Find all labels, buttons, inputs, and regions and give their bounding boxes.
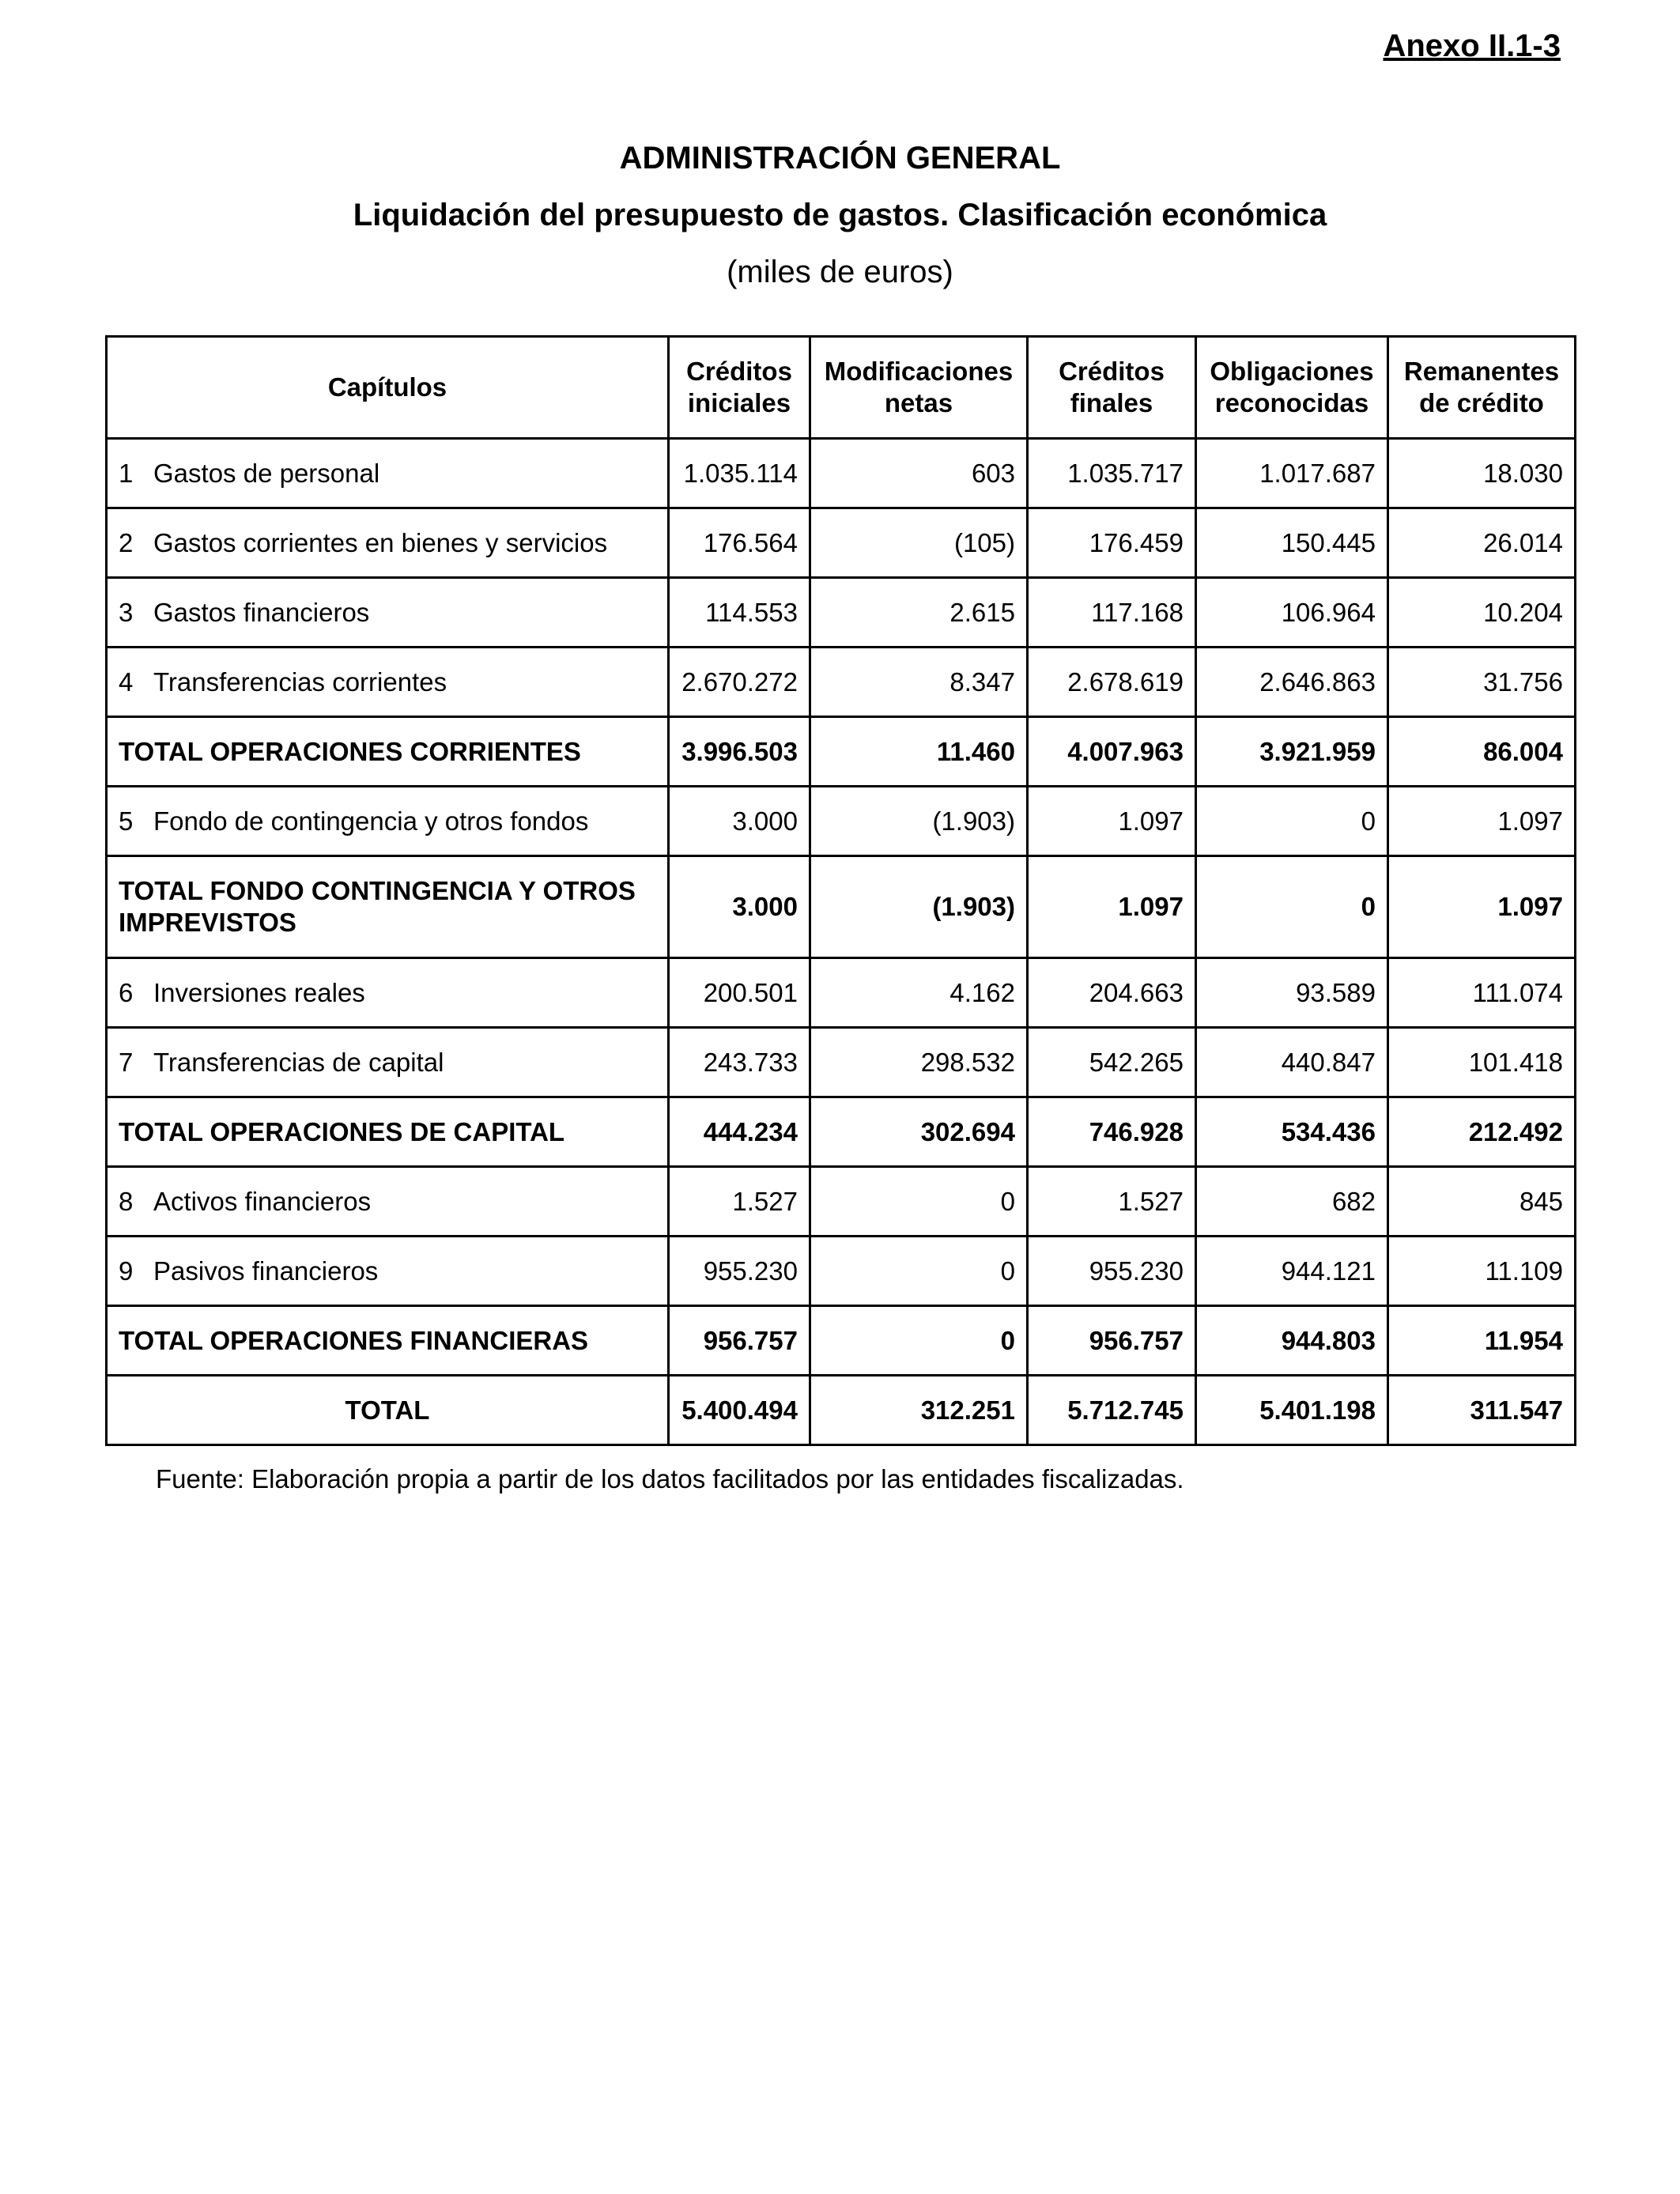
cell-modificaciones-netas: (1.903) <box>810 787 1028 856</box>
cell-remanentes-credito: 18.030 <box>1388 439 1576 508</box>
row-label <box>107 1167 669 1237</box>
cell-modificaciones-netas: 298.532 <box>810 1028 1028 1097</box>
table-row <box>107 958 1576 1028</box>
cell-creditos-iniciales: 114.553 <box>669 578 810 648</box>
cell-remanentes-credito: 26.014 <box>1388 508 1576 578</box>
page-subtitle: Liquidación del presupuesto de gastos. Clasificación económica <box>353 198 1327 232</box>
chapter-name: Inversiones reales <box>153 977 365 1007</box>
cell-creditos-finales: 1.097 <box>1028 856 1196 958</box>
total-label: TOTAL OPERACIONES FINANCIERAS <box>107 1306 669 1376</box>
cell-creditos-iniciales: 3.000 <box>669 856 810 958</box>
chapter-number: 5 <box>119 806 134 836</box>
chapter-number: 7 <box>119 1047 134 1077</box>
header-capitulos: Capítulos <box>107 337 669 439</box>
header-remanentes-credito: Remanentes de crédito <box>1388 337 1576 439</box>
row-label <box>107 958 669 1028</box>
cell-modificaciones-netas: 0 <box>810 1167 1028 1237</box>
cell-creditos-iniciales: 3.000 <box>669 787 810 856</box>
row-label <box>107 1237 669 1306</box>
cell-obligaciones-reconocidas: 0 <box>1196 856 1388 958</box>
header-obligaciones-reconocidas: Obligaciones reconocidas <box>1196 337 1388 439</box>
cell-obligaciones-reconocidas: 944.803 <box>1196 1306 1388 1376</box>
cell-obligaciones-reconocidas: 93.589 <box>1196 958 1388 1028</box>
cell-creditos-iniciales: 956.757 <box>669 1306 810 1376</box>
cell-remanentes-credito: 11.109 <box>1388 1237 1576 1306</box>
cell-modificaciones-netas: 0 <box>810 1306 1028 1376</box>
chapter-number: 2 <box>119 527 134 557</box>
grand-total-row <box>107 1376 1576 1445</box>
cell-obligaciones-reconocidas: 1.017.687 <box>1196 439 1388 508</box>
cell-creditos-finales: 746.928 <box>1028 1097 1196 1167</box>
table-row <box>107 1237 1576 1306</box>
cell-creditos-iniciales: 955.230 <box>669 1237 810 1306</box>
row-label <box>107 508 669 578</box>
cell-obligaciones-reconocidas: 150.445 <box>1196 508 1388 578</box>
chapter-name: Gastos financieros <box>153 597 370 627</box>
cell-remanentes-credito: 311.547 <box>1388 1376 1576 1445</box>
cell-remanentes-credito: 86.004 <box>1388 717 1576 787</box>
row-label <box>107 1028 669 1097</box>
cell-modificaciones-netas: (1.903) <box>810 856 1028 958</box>
cell-creditos-finales: 4.007.963 <box>1028 717 1196 787</box>
cell-modificaciones-netas: 0 <box>810 1237 1028 1306</box>
chapter-name: Gastos corrientes en bienes y servicios <box>153 527 608 557</box>
chapter-number: 9 <box>119 1256 134 1286</box>
chapter-number: 3 <box>119 597 134 627</box>
table-row <box>107 1167 1576 1237</box>
chapter-number: 6 <box>119 977 134 1007</box>
cell-obligaciones-reconocidas: 682 <box>1196 1167 1388 1237</box>
table-row <box>107 648 1576 717</box>
table-header-row <box>107 337 1576 439</box>
cell-creditos-finales: 204.663 <box>1028 958 1196 1028</box>
cell-modificaciones-netas: 2.615 <box>810 578 1028 648</box>
cell-modificaciones-netas: (105) <box>810 508 1028 578</box>
row-label <box>107 578 669 648</box>
cell-obligaciones-reconocidas: 106.964 <box>1196 578 1388 648</box>
units-note: (miles de euros) <box>727 255 953 289</box>
cell-creditos-iniciales: 1.035.114 <box>669 439 810 508</box>
cell-remanentes-credito: 1.097 <box>1388 787 1576 856</box>
cell-obligaciones-reconocidas: 3.921.959 <box>1196 717 1388 787</box>
cell-obligaciones-reconocidas: 0 <box>1196 787 1388 856</box>
cell-creditos-iniciales: 5.400.494 <box>669 1376 810 1445</box>
cell-remanentes-credito: 845 <box>1388 1167 1576 1237</box>
cell-remanentes-credito: 10.204 <box>1388 578 1576 648</box>
cell-modificaciones-netas: 11.460 <box>810 717 1028 787</box>
cell-creditos-finales: 542.265 <box>1028 1028 1196 1097</box>
cell-creditos-iniciales: 3.996.503 <box>669 717 810 787</box>
total-row-operaciones-financieras <box>107 1306 1576 1376</box>
header-creditos-finales: Créditos finales <box>1028 337 1196 439</box>
chapter-name: Activos financieros <box>153 1186 372 1216</box>
total-row-fondo-contingencia <box>107 856 1576 958</box>
table-row <box>107 439 1576 508</box>
row-label <box>107 439 669 508</box>
cell-modificaciones-netas: 4.162 <box>810 958 1028 1028</box>
chapter-name: Pasivos financieros <box>153 1256 379 1286</box>
cell-remanentes-credito: 212.492 <box>1388 1097 1576 1167</box>
cell-remanentes-credito: 111.074 <box>1388 958 1576 1028</box>
row-label <box>107 787 669 856</box>
cell-remanentes-credito: 31.756 <box>1388 648 1576 717</box>
total-label-text: TOTAL FONDO CONTINGENCIA Y OTROS IMPREVISTOS <box>119 876 636 937</box>
cell-creditos-finales: 176.459 <box>1028 508 1196 578</box>
cell-creditos-iniciales: 444.234 <box>669 1097 810 1167</box>
cell-modificaciones-netas: 603 <box>810 439 1028 508</box>
cell-remanentes-credito: 101.418 <box>1388 1028 1576 1097</box>
chapter-number: 8 <box>119 1186 134 1216</box>
annex-label: Anexo II.1-3 <box>1383 28 1561 63</box>
cell-modificaciones-netas: 302.694 <box>810 1097 1028 1167</box>
cell-remanentes-credito: 11.954 <box>1388 1306 1576 1376</box>
cell-obligaciones-reconocidas: 944.121 <box>1196 1237 1388 1306</box>
cell-creditos-iniciales: 2.670.272 <box>669 648 810 717</box>
total-label: TOTAL OPERACIONES DE CAPITAL <box>107 1097 669 1167</box>
cell-creditos-iniciales: 243.733 <box>669 1028 810 1097</box>
cell-creditos-iniciales: 176.564 <box>669 508 810 578</box>
cell-creditos-finales: 1.097 <box>1028 787 1196 856</box>
chapter-number: 1 <box>119 458 134 488</box>
cell-obligaciones-reconocidas: 2.646.863 <box>1196 648 1388 717</box>
cell-creditos-finales: 2.678.619 <box>1028 648 1196 717</box>
table-row <box>107 1028 1576 1097</box>
cell-creditos-finales: 5.712.745 <box>1028 1376 1196 1445</box>
cell-creditos-finales: 117.168 <box>1028 578 1196 648</box>
row-label <box>107 648 669 717</box>
cell-remanentes-credito: 1.097 <box>1388 856 1576 958</box>
grand-total-label: TOTAL <box>107 1376 669 1445</box>
total-row-operaciones-capital <box>107 1097 1576 1167</box>
total-row-operaciones-corrientes <box>107 717 1576 787</box>
cell-modificaciones-netas: 8.347 <box>810 648 1028 717</box>
total-label: TOTAL OPERACIONES CORRIENTES <box>107 717 669 787</box>
source-note: Fuente: Elaboración propia a partir de los datos facilitados por las entidades fiscalizadas. <box>156 1464 1184 1494</box>
budget-table <box>105 335 1576 1446</box>
table-row <box>107 787 1576 856</box>
chapter-name: Fondo de contingencia y otros fondos <box>153 806 589 836</box>
cell-obligaciones-reconocidas: 5.401.198 <box>1196 1376 1388 1445</box>
chapter-name: Gastos de personal <box>153 458 380 488</box>
total-label <box>107 856 669 958</box>
table-row <box>107 578 1576 648</box>
cell-obligaciones-reconocidas: 534.436 <box>1196 1097 1388 1167</box>
cell-creditos-finales: 1.527 <box>1028 1167 1196 1237</box>
chapter-name: Transferencias corrientes <box>153 667 447 697</box>
header-modificaciones-netas: Modificaciones netas <box>810 337 1028 439</box>
chapter-number: 4 <box>119 667 134 697</box>
cell-creditos-finales: 956.757 <box>1028 1306 1196 1376</box>
page-title: ADMINISTRACIÓN GENERAL <box>619 141 1061 176</box>
cell-creditos-iniciales: 1.527 <box>669 1167 810 1237</box>
cell-creditos-finales: 1.035.717 <box>1028 439 1196 508</box>
cell-obligaciones-reconocidas: 440.847 <box>1196 1028 1388 1097</box>
table-row <box>107 508 1576 578</box>
cell-modificaciones-netas: 312.251 <box>810 1376 1028 1445</box>
cell-creditos-finales: 955.230 <box>1028 1237 1196 1306</box>
header-creditos-iniciales: Créditos iniciales <box>669 337 810 439</box>
cell-creditos-iniciales: 200.501 <box>669 958 810 1028</box>
chapter-name: Transferencias de capital <box>153 1047 444 1077</box>
